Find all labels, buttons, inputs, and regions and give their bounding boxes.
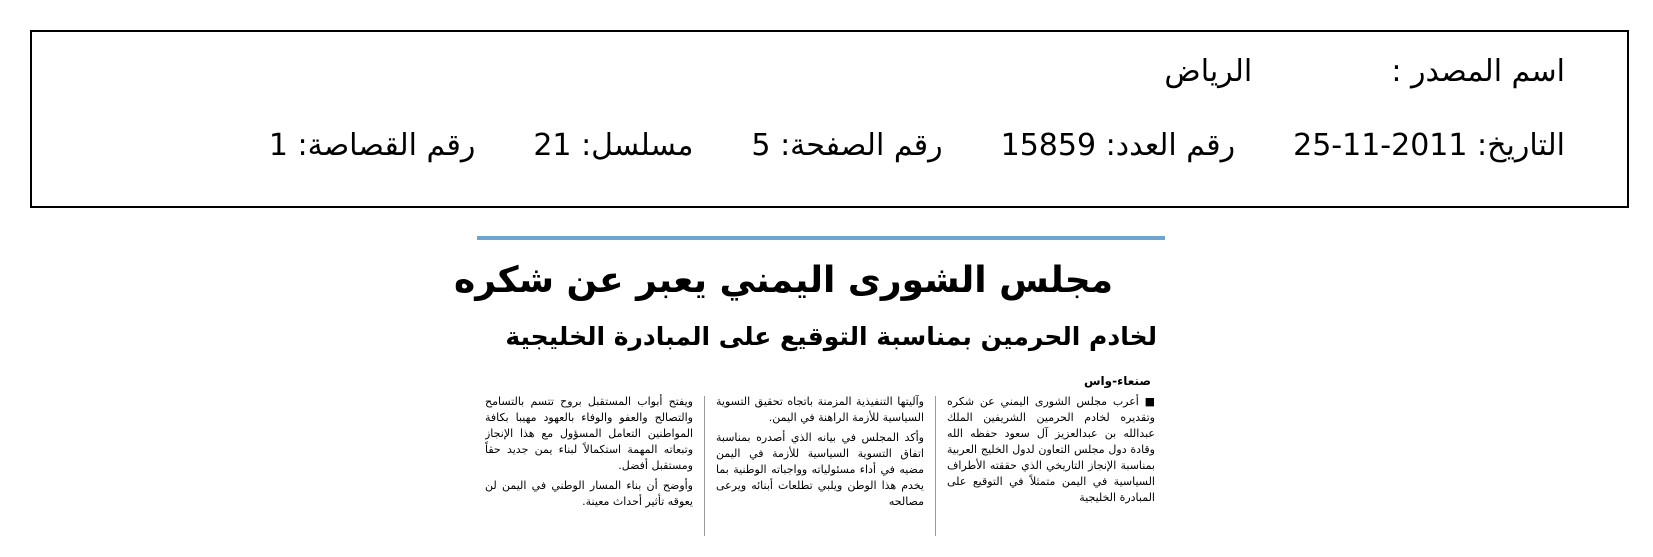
clip-number-field	[269, 128, 475, 164]
issue-value: 15859	[1000, 128, 1097, 163]
clip-number-label: رقم القصاصة:	[297, 128, 476, 163]
article-paragraph: وأكد المجلس في بيانه الذي أصدره بمناسبة اتفاق التسوية السياسية للأزمة في اليمن مضيه في أداء مسئولياته وواجباته الوطنية بما يخدم هذا الوطن ويلبي تطلعات أبنائه ويرعى مصالحه	[716, 431, 924, 508]
headline-line-1: مجلس الشورى اليمني يعبر عن شكره	[454, 260, 1113, 301]
date-label: التاريخ:	[1477, 128, 1565, 163]
source-field	[1164, 54, 1565, 90]
column-divider	[704, 396, 705, 536]
article-column-2	[716, 394, 924, 537]
headline-line-2: لخادم الحرمين بمناسبة التوقيع على المبادرة الخليجية	[505, 322, 1157, 351]
article-paragraph: وأوضح أن بناء المسار الوطني في اليمن لن يعوقه تأثير أحداث معينة.	[485, 479, 693, 508]
date-field	[1293, 128, 1565, 164]
details-row	[269, 128, 1565, 164]
page-value: 5	[751, 128, 771, 163]
article-paragraph: ■ أعرب مجلس الشورى اليمني عن شكره وتقديره لخادم الحرمين الشريفين الملك عبدالله بن عبدالعزيز آل سعود حفظه الله وقادة دول مجلس التعاون لدول الخليج العربية بمناسبة الإنجاز التاريخي الذي حققته الأطراف السياسية في اليمن متمثلاً في التوقيع على المبادرة الخليجية	[947, 395, 1155, 504]
source-info-box	[30, 30, 1629, 208]
clip-number-value: 1	[268, 128, 288, 163]
source-value: الرياض	[1164, 54, 1253, 89]
issue-field	[1001, 128, 1235, 164]
source-label: اسم المصدر :	[1391, 54, 1565, 89]
article-paragraph: ويفتح أبواب المستقبل بروح تتسم بالتسامح والتصالح والعفو والوفاء بالعهود مهيبا بكافة المواطنين التعامل المسؤول مع هذا الإنجاز وتبعاته المهمة استكمالاً لبناء يمن جديد حقاً ومستقبل أفضل.	[485, 395, 693, 472]
column-divider	[935, 396, 936, 536]
page-field	[751, 128, 942, 164]
article-body	[485, 394, 1155, 537]
article-column-1	[947, 394, 1155, 537]
serial-value: 21	[533, 128, 572, 163]
article-paragraph: وآليتها التنفيذية المزمنة باتجاه تحقيق التسوية السياسية للأزمة الراهنة في اليمن.	[716, 395, 924, 424]
page-label: رقم الصفحة:	[780, 128, 943, 163]
clipping-top-rule	[477, 236, 1165, 240]
serial-field	[533, 128, 693, 164]
serial-label: مسلسل:	[581, 128, 694, 163]
article-column-3	[485, 394, 693, 537]
issue-label: رقم العدد:	[1105, 128, 1236, 163]
date-value: 25-11-2011	[1293, 128, 1468, 163]
source-row	[1164, 54, 1565, 90]
newspaper-clipping	[454, 236, 1165, 541]
byline: صنعاء-واس	[1083, 374, 1151, 388]
